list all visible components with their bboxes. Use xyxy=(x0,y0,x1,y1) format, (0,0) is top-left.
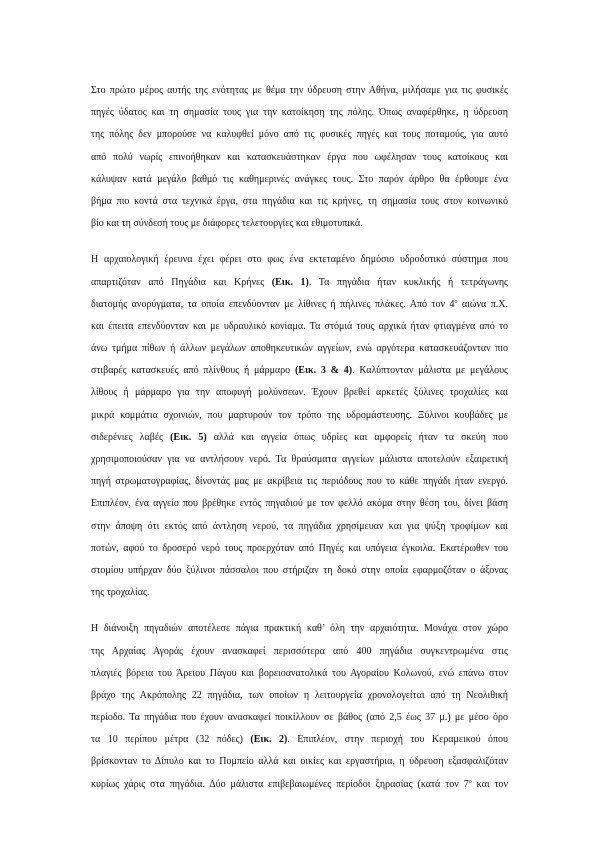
figure-reference: (Εικ. 2) xyxy=(250,734,288,746)
text-run: στομίου υπήρχαν δύο ξύλινοι πάσσαλοι που στήριζαν τη δοκό στην οποία εφαρμοζόταν ο άξονας xyxy=(91,564,508,576)
text-line xyxy=(91,641,508,663)
text-run: απαρτιζόταν από Πηγάδια και Κρήνες xyxy=(91,276,272,288)
text-run: άνω τμήμα πίθων ή άλλων μεγάλων αποθηκευτικών αγγείων, ενώ αργότερα κατασκευάζονταν πιο xyxy=(91,343,508,355)
text-line xyxy=(91,707,508,729)
figure-reference: (Εικ. 5) xyxy=(170,431,207,443)
text-run: τα 10 περίπου μέτρα (32 πόδες) xyxy=(91,734,251,746)
text-run: από πολύ νωρίς επινοήθηκαν και κατασκευάστηκαν έργα που ωφέλησαν τους κατοίκους και xyxy=(91,151,508,163)
text-run: και τον xyxy=(471,778,509,790)
text-line xyxy=(91,560,508,582)
text-run: πηγές ύδατος και τη σημασία τους για την κατοίκηση της πόλης. Όπως αναφέρθηκε, η ύδρευση xyxy=(91,107,508,119)
text-run: πλαγιές βόρεια του Άρειου Πάγου και βορειοανατολικά του Αγοραίου Κολωνού, ενώ επάνω στον xyxy=(91,667,508,679)
text-run: Η διάνοιξη πηγαδιών αποτέλεσε πάγια πρακτική καθ’ όλη την αρχαιότητα. Μονάχα στον χώρο xyxy=(91,623,508,635)
text-run: βίο και τη σύνδεσή τους με διάφορες τελετουργίες και εθιμοτυπικά. xyxy=(91,218,363,230)
text-run: . Επιπλέον, στην περιοχή του Κεραμεικού όπου xyxy=(287,734,508,746)
paragraph xyxy=(91,618,508,796)
text-run: περίοδο. Τα πηγάδια που έχουν ανασκαφεί ποικίλλουν σε βάθος (από 2,5 έως 37 μ.) με μέσο όρο xyxy=(91,712,508,724)
text-run: μικρά κομμάτια σχοινιών, που μαρτυρούν τον τρόπο της υδρομάστευσης. Ξύλινοι κουβάδες με xyxy=(91,409,508,421)
text-line xyxy=(91,191,508,213)
text-run: λίθους ή μάρμαρο για την αποφυγή μολύνσεων. Έχουν βρεθεί αρκετές ξύλινες τροχαλίες και xyxy=(91,387,508,399)
text-line xyxy=(91,124,508,146)
text-line xyxy=(91,729,508,751)
text-line xyxy=(91,338,508,360)
text-line xyxy=(91,80,508,102)
ordinal-superscript: ο xyxy=(454,298,458,305)
text-line xyxy=(91,751,508,773)
text-run: πηγή στρωματογραφίας, δίνοντάς μας με ακρίβεια τις περιόδους που το κάθε πηγάδι ήταν ενεργό. xyxy=(91,476,508,488)
text-line xyxy=(91,249,508,271)
text-run: βρίσκονταν το Δίπυλο και το Πομπείο αλλά και οικίες και εργαστήρια, η ύδρευση εξασφαλιζόταν xyxy=(91,756,508,768)
text-line xyxy=(91,582,508,604)
text-run: χρησιμοποιούσαν για να αντλήσουν νερό. Τα θραύσματα αγγείων μάλιστα αποτελούν εξαιρετική xyxy=(91,454,508,465)
paragraph-gap xyxy=(91,235,508,249)
text-line xyxy=(91,774,508,796)
text-line xyxy=(91,516,508,538)
paragraph xyxy=(91,80,508,235)
text-line xyxy=(91,272,508,294)
figure-reference: (Εικ. 1) xyxy=(271,276,309,288)
text-run: στιβαρές κατασκευές από πλίνθους ή μάρμαρο xyxy=(91,365,295,377)
text-line xyxy=(91,663,508,685)
text-line xyxy=(91,147,508,169)
text-run: της Αρχαίας Αγοράς έχουν ανασκαφεί περισσότερα από 400 πηγάδια συγκεντρωμένα στις xyxy=(91,645,508,657)
text-line xyxy=(91,294,508,316)
text-run: αιώνα π.Χ. xyxy=(457,298,508,310)
text-line xyxy=(91,169,508,191)
text-run: βήμα πιο κοντά στα τεχνικά έργα, στα πηγάδια και τις κρήνες, τη σημασία τους στον κοινωνικό xyxy=(91,195,508,207)
text-line xyxy=(91,618,508,640)
text-run: Στο πρώτο μέρος αυτής της ενότητας με θέμα την ύδρευση στην Αθήνα, μιλήσαμε για τις φυσικές xyxy=(91,85,508,96)
article-body xyxy=(91,80,508,796)
text-line xyxy=(91,316,508,338)
text-run: Η αρχαιολογική έρευνα έχει φέρει στο φως ένα εκτεταμένο δημόσιο υδροδοτικό σύστημα που xyxy=(91,254,508,266)
text-line xyxy=(91,471,508,493)
text-line xyxy=(91,213,508,235)
text-run: ποτών, αφού το δροσερό νερό τους προερχόταν από Πηγές και υπόγεια έγκοιλα. Εκατέρωθεν του xyxy=(91,542,508,554)
text-line xyxy=(91,538,508,560)
text-line xyxy=(91,493,508,515)
text-run: . Τα πηγάδια ήταν κυκλικής ή τετράγωνης xyxy=(308,276,509,288)
text-line xyxy=(91,405,508,427)
text-run: Επιπλέον, ένα αγγείο που βρέθηκε εντός πηγαδιού με τον φελλό ακόμα στην θέση του, δίνει βάση xyxy=(91,498,508,510)
text-line xyxy=(91,449,508,471)
ordinal-superscript: ο xyxy=(468,778,472,785)
text-run: βράχο της Ακρόπολης 22 πηγάδια, των οποίων η λειτουργεία χρονολογείται από τη Νεολιθική xyxy=(91,689,508,701)
figure-reference: (Εικ. 3 & 4) xyxy=(294,365,353,377)
text-run: στην άποψη ότι εκτός από άντληση νερού, τα πηγάδια χρησίμευαν και για ψύξη τροφίμων και xyxy=(91,520,508,532)
text-run: της τροχαλίας. xyxy=(91,587,150,599)
text-run: διατομής ανορύγματα, τα οποία επενδύονταν με λίθινες ή πήλινες πλάκες. Από τον 4 xyxy=(91,298,455,310)
text-line xyxy=(91,685,508,707)
paragraph-gap xyxy=(91,604,508,618)
text-run: κάλυψαν κατά μεγάλο βαθμό τις καθημερινές ανάγκες τους. Στο παρόν άρθρο θα έρθουμε ένα xyxy=(91,173,508,185)
text-line xyxy=(91,360,508,382)
text-line xyxy=(91,382,508,404)
text-run: κυρίως χάρις στα πηγάδια. Δύο μάλιστα επιβεβαιωμένες περίοδοι ξηρασίας (κατά τον 7 xyxy=(91,778,469,790)
text-line xyxy=(91,102,508,124)
text-run: σιδερένιες λαβές xyxy=(91,431,171,443)
text-run: της πόλης δεν μπορούσε να καλυφθεί μόνο από τις φυσικές πηγές και τους ποταμούς, για αυτό xyxy=(91,129,508,141)
text-run: . Καλύπτονταν μάλιστα με μεγάλους xyxy=(352,365,509,377)
paragraph xyxy=(91,249,508,604)
text-run: αλλά και αγγεία όπως υδρίες και αμφορείς ήταν τα σκεύη που xyxy=(206,431,509,443)
text-line xyxy=(91,427,508,449)
text-run: και έπειτα επενδύονταν και με υδραυλικό κονίαμα. Τα στόμιά τους αρχικά ήταν φτιαγμένα από το xyxy=(91,320,508,332)
